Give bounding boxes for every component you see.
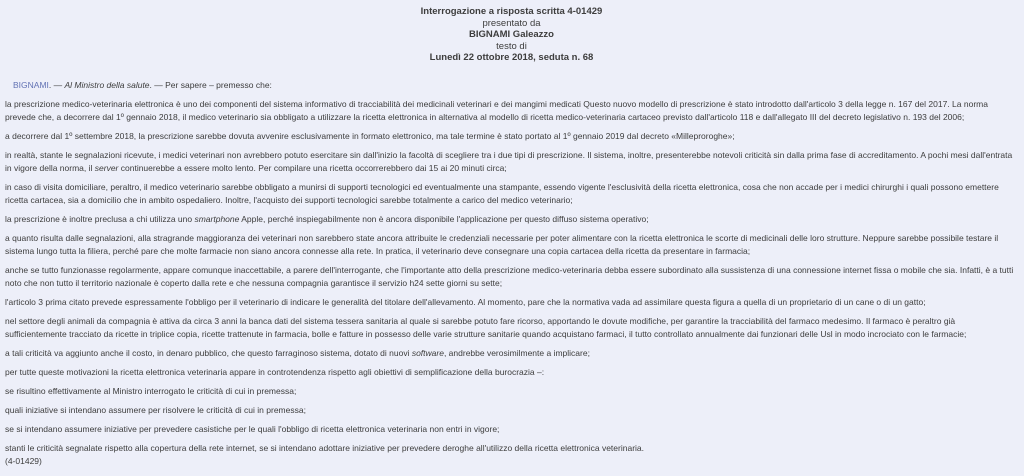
paragraph-text: per tutte queste motivazioni la ricetta elettronica veterinaria appare in controtendenza rispetto agli obiettivi di semplificazione della burocrazia –: [5, 366, 545, 377]
paragraph [5, 404, 1018, 417]
paragraph-text: in caso di visita domiciliare, peraltro, il medico veterinario sarebbe obbligato a munirsi di supporti tecnologici ed eventualmente una stampante, essendo vigente l'esclusività della ricetta elettronica, cosa che non accade per i medici chirurghi i quali possono emettere ricetta cartacea, sia a domicilio che in ambito ospedaliero. Inoltre, l'acquisto dei supporti tecnologici sarebbe totalmente a carico del medico veterinario; [5, 181, 999, 205]
session-date: Lunedì 22 ottobre 2018, seduta n. 68 [429, 52, 594, 63]
paragraph-text: stanti le criticità segnalate rispetto alla copertura della rete internet, se si intendano adottare iniziative per prevedere deroghe all'utilizzo della ricetta elettronica veterinaria. [5, 442, 645, 453]
paragraph-text: , andrebbe verosimilmente a implicare; [443, 347, 590, 358]
paragraph-text: Apple, perché inspiegabilmente non è ancora disponibile l'applicazione per questo diffuso sistema operativo; [239, 213, 649, 224]
paragraph-text: a quanto risulta dalle segnalazioni, alla stragrande maggioranza dei veterinari non sarebbero state ancora attribuite le credenziali necessarie per poter alimentare con la ricetta elettronica le scorte di medicinali delle loro strutture. Neppure sarebbe possibile testare il sistema lungo tutta la filiera, perché pare che molte farmacie non siano ancora connesse alla rete. In pratica, il veterinario deve consegnare una copia cartacea della ricetta da presentare in farmacia; [5, 232, 999, 256]
intro-recipient: Al Ministro della salute [64, 79, 150, 90]
intro-separator: . — [48, 79, 65, 90]
paragraph-text: se risultino effettivamente al Ministro interrogato le criticità di cui in premessa; [5, 385, 297, 396]
paragraph-text: anche se tutto funzionasse regolarmente, appare comunque inaccettabile, a parere dell'interrogante, che l'importante atto della prescrizione medico-veterinaria debba essere subordinato alla sussistenza di una connessione internet fissa o mobile che sia. Infatti, è a tutti noto che non tutto il territorio nazionale è coperto dalla rete e che nessuna compagnia garantisce il servizio h24 sette giorni su sette; [5, 264, 1014, 288]
paragraph [5, 366, 1018, 379]
paragraph-text: l'articolo 3 prima citato prevede espressamente l'obbligo per il veterinario di indicare le generalità del titolare dell'allevamento. Al momento, pare che la normativa vada ad assimilare questa figura a quella di un proprietario di un cane o di un gatto; [5, 296, 926, 307]
paragraph [5, 296, 1018, 309]
paragraph [5, 98, 1018, 124]
presenter-name: BIGNAMI Galeazzo [469, 29, 554, 40]
paragraph [5, 315, 1018, 341]
paragraph [5, 232, 1018, 258]
paragraph [5, 264, 1018, 290]
document-header [5, 6, 1018, 64]
paragraph [5, 385, 1018, 398]
deputy-link[interactable]: BIGNAMI [13, 79, 49, 90]
paragraph [5, 181, 1018, 207]
paragraph-text: la prescrizione è inoltre preclusa a chi utilizza uno [5, 213, 195, 224]
paragraph-text: se si intendano assumere iniziative per prevedere casistiche per le quali l'obbligo di ricetta elettronica veterinaria non entri in vigore; [5, 423, 500, 434]
intro-rest: . — Per sapere – premesso che: [149, 79, 272, 90]
paragraph-text: quali iniziative si intendano assumere per risolvere le criticità di cui in premessa; [5, 404, 306, 415]
text-of-label: testo di [496, 40, 527, 52]
paragraph-text: a tali criticità va aggiunto anche il costo, in denaro pubblico, che questo farraginoso sistema, dotato di nuovi [5, 347, 412, 358]
intro-line [5, 79, 1018, 92]
paragraph [5, 130, 1018, 143]
paragraph [5, 213, 1018, 226]
document-body [5, 79, 1018, 468]
paragraph [5, 442, 1018, 455]
document-title: Interrogazione a risposta scritta 4-01429 [420, 6, 603, 17]
paragraph-text: a decorrere dal 1º settembre 2018, la prescrizione sarebbe dovuta avvenire esclusivamente in formato elettronico, ma tale termine è stato portato al 1º gennaio 2019 dal decreto «Milleproroghe»; [5, 130, 735, 141]
paragraph [5, 149, 1018, 175]
document-number: (4-01429) [5, 455, 42, 466]
paragraph-italic-term: smartphone [194, 213, 240, 224]
presented-by-label: presentato da [482, 17, 541, 29]
paragraph-italic-term: software [411, 347, 444, 358]
paragraph-italic-term: server [94, 162, 119, 173]
paragraph [5, 423, 1018, 436]
paragraph-text: la prescrizione medico-veterinaria elettronica è uno dei componenti del sistema informativo di tracciabilità dei medicinali veterinari e dei mangimi medicati Questo nuovo modello di prescrizione è stato introdotto dall'articolo 3 della legge n. 167 del 2017. La norma prevede che, a decorrere dal 1º gennaio 2018, il medico veterinario sia obbligato a utilizzare la ricetta elettronica in alternativa al modello di ricetta medico-veterinaria cartaceo previsto dall'articolo 118 e dall'allegato III del decreto legislativo n. 193 del 2006; [5, 98, 988, 122]
paragraph [5, 347, 1018, 360]
paragraph-text: nel settore degli animali da compagnia è attiva da circa 3 anni la banca dati del sistema tessera sanitaria al quale si sarebbe potuto fare ricorso, apportando le dovute modifiche, per garantire la tracciabilità del farmaco medesimo. Il farmaco è peraltro già sufficientemente tracciato da ricette in triplice copia, ricette trattenute in farmacia, bolle e fatture in possesso delle varie strutture sanitarie quando acquistano farmaci, il tutto controllato annualmente dai funzionari delle Usl in modo incrociato con le farmacie; [5, 315, 967, 339]
paragraph-text: continuerebbe a essere molto lento. Per compilare una ricetta occorrerebbero dai 15 ai 20 minuti circa; [118, 162, 507, 173]
paragraph-text: in realtà, stante le segnalazioni ricevute, i medici veterinari non avrebbero potuto esercitare sin dall'inizio la facoltà di scegliere tra i due tipi di prescrizione. Il sistema, inoltre, presenterebbe notevoli criticità sin dalla prima fase di accreditamento. A pochi mesi dall'entrata in vigore della norma, il [5, 149, 1013, 173]
